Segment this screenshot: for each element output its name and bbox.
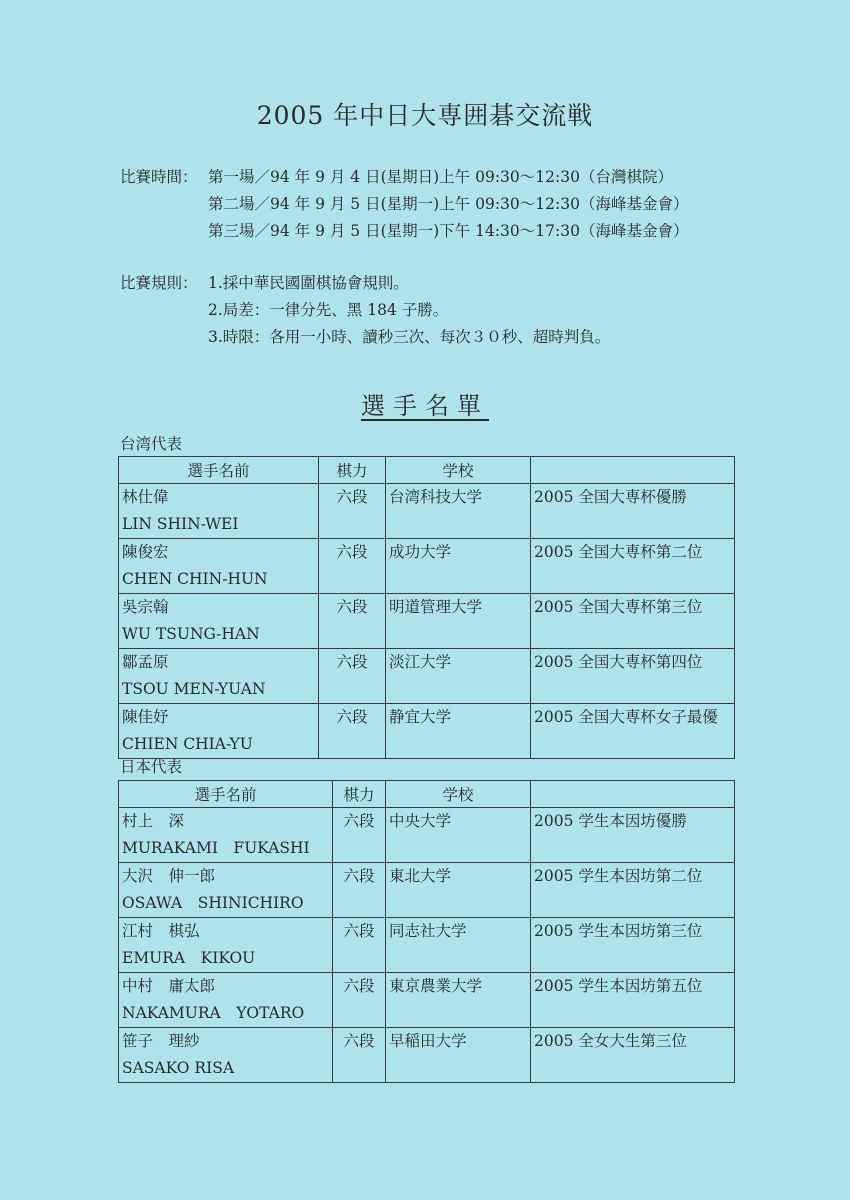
player-name-native: 吳宗翰: [122, 598, 169, 616]
taiwan-team-label: 台湾代表: [120, 435, 183, 453]
player-achievement: 2005 学生本因坊第三位: [531, 918, 735, 973]
player-name-romanized: CHEN CHIN-HUN: [122, 570, 268, 588]
player-name-native: 村上 深: [122, 812, 185, 830]
player-name-romanized: CHIEN CHIA-YU: [122, 735, 253, 753]
player-name-cell: [119, 808, 333, 863]
player-achievement: 2005 学生本因坊第二位: [531, 863, 735, 918]
player-school: 淡江大学: [386, 649, 531, 704]
japan-team-label: 日本代表: [120, 758, 183, 776]
rules-label: 比賽規則：: [120, 274, 198, 292]
player-achievement: 2005 全国大専杯第三位: [531, 594, 735, 649]
player-rank: 六段: [333, 863, 386, 918]
player-name-native: 鄒孟原: [122, 653, 169, 671]
player-name-native: 林仕偉: [122, 488, 169, 506]
table-row: [119, 918, 735, 973]
player-school: 同志社大学: [386, 918, 531, 973]
table-row: [119, 863, 735, 918]
header-player-name: 選手名前: [119, 457, 319, 484]
header-note: [531, 457, 735, 484]
player-school: 静宜大学: [386, 704, 531, 759]
player-name-cell: [119, 1028, 333, 1083]
player-achievement: 2005 全国大専杯女子最優: [531, 704, 735, 759]
player-achievement: 2005 学生本因坊第五位: [531, 973, 735, 1028]
player-name-cell: [119, 539, 319, 594]
player-achievement: 2005 全国大専杯第四位: [531, 649, 735, 704]
player-name-native: 江村 棋弘: [122, 922, 200, 940]
table-row: [119, 594, 735, 649]
player-rank: 六段: [319, 484, 386, 539]
player-school: 台湾科技大学: [386, 484, 531, 539]
table-header-row: [119, 781, 735, 808]
player-name-romanized: WU TSUNG-HAN: [122, 625, 260, 643]
player-name-native: 陳俊宏: [122, 543, 169, 561]
schedule-line: 第一場／94 年 9 月 4 日(星期日)上午 09:30～12:30（台灣棋院）: [208, 168, 673, 186]
player-name-native: 大沢 伸一郎: [122, 867, 216, 885]
rules-section: [120, 270, 610, 351]
player-school: 東京農業大学: [386, 973, 531, 1028]
header-school: 学校: [386, 781, 531, 808]
header-player-name: 選手名前: [119, 781, 333, 808]
player-rank: 六段: [333, 918, 386, 973]
player-rank: 六段: [319, 649, 386, 704]
header-school: 学校: [386, 457, 531, 484]
player-name-romanized: LIN SHIN-WEI: [122, 515, 239, 533]
player-name-native: 中村 庸太郎: [122, 977, 216, 995]
player-name-romanized: MURAKAMI FUKASHI: [122, 839, 310, 857]
schedule-line: 第三場／94 年 9 月 5 日(星期一)下午 14:30～17:30（海峰基金會）: [208, 222, 689, 240]
player-name-romanized: EMURA KIKOU: [122, 949, 256, 967]
schedule-section: [120, 164, 688, 245]
header-note: [531, 781, 735, 808]
header-rank: 棋力: [333, 781, 386, 808]
player-school: 東北大学: [386, 863, 531, 918]
table-row: [119, 539, 735, 594]
player-name-cell: [119, 594, 319, 649]
player-rank: 六段: [333, 1028, 386, 1083]
taiwan-roster-table: [118, 456, 735, 759]
rules-line: 1.採中華民國圍棋協會規則。: [208, 274, 409, 292]
table-row: [119, 973, 735, 1028]
rules-line: 3.時限：各用一小時、讀秒三次、每次３０秒、超時判負。: [208, 328, 611, 346]
header-rank: 棋力: [319, 457, 386, 484]
player-rank: 六段: [333, 808, 386, 863]
player-list-heading: 選手名單: [361, 392, 489, 420]
player-school: 明道管理大学: [386, 594, 531, 649]
player-achievement: 2005 学生本因坊優勝: [531, 808, 735, 863]
player-name-romanized: SASAKO RISA: [122, 1059, 235, 1077]
player-name-romanized: TSOU MEN-YUAN: [122, 680, 266, 698]
player-name-native: 陳佳妤: [122, 708, 169, 726]
table-row: [119, 1028, 735, 1083]
player-school: 中央大学: [386, 808, 531, 863]
player-name-romanized: NAKAMURA YOTARO: [122, 1004, 305, 1022]
player-achievement: 2005 全女大生第三位: [531, 1028, 735, 1083]
player-rank: 六段: [319, 704, 386, 759]
schedule-label: 比賽時間：: [120, 168, 198, 186]
player-name-romanized: OSAWA SHINICHIRO: [122, 894, 304, 912]
player-name-cell: [119, 863, 333, 918]
player-name-cell: [119, 918, 333, 973]
table-row: [119, 484, 735, 539]
player-name-cell: [119, 704, 319, 759]
player-name-native: 笹子 理紗: [122, 1032, 200, 1050]
schedule-line: 第二場／94 年 9 月 5 日(星期一)上午 09:30～12:30（海峰基金會）: [208, 195, 689, 213]
player-achievement: 2005 全国大専杯第二位: [531, 539, 735, 594]
rules-line: 2.局差：一律分先、黑 184 子勝。: [208, 301, 449, 319]
player-rank: 六段: [333, 973, 386, 1028]
player-school: 早稲田大学: [386, 1028, 531, 1083]
japan-roster-table: [118, 780, 735, 1083]
player-achievement: 2005 全国大専杯優勝: [531, 484, 735, 539]
table-header-row: [119, 457, 735, 484]
player-school: 成功大学: [386, 539, 531, 594]
document-title: 2005 年中日大専囲碁交流戦: [256, 101, 594, 130]
table-row: [119, 808, 735, 863]
player-name-cell: [119, 484, 319, 539]
table-row: [119, 649, 735, 704]
table-row: [119, 704, 735, 759]
player-rank: 六段: [319, 539, 386, 594]
player-name-cell: [119, 973, 333, 1028]
player-name-cell: [119, 649, 319, 704]
player-rank: 六段: [319, 594, 386, 649]
